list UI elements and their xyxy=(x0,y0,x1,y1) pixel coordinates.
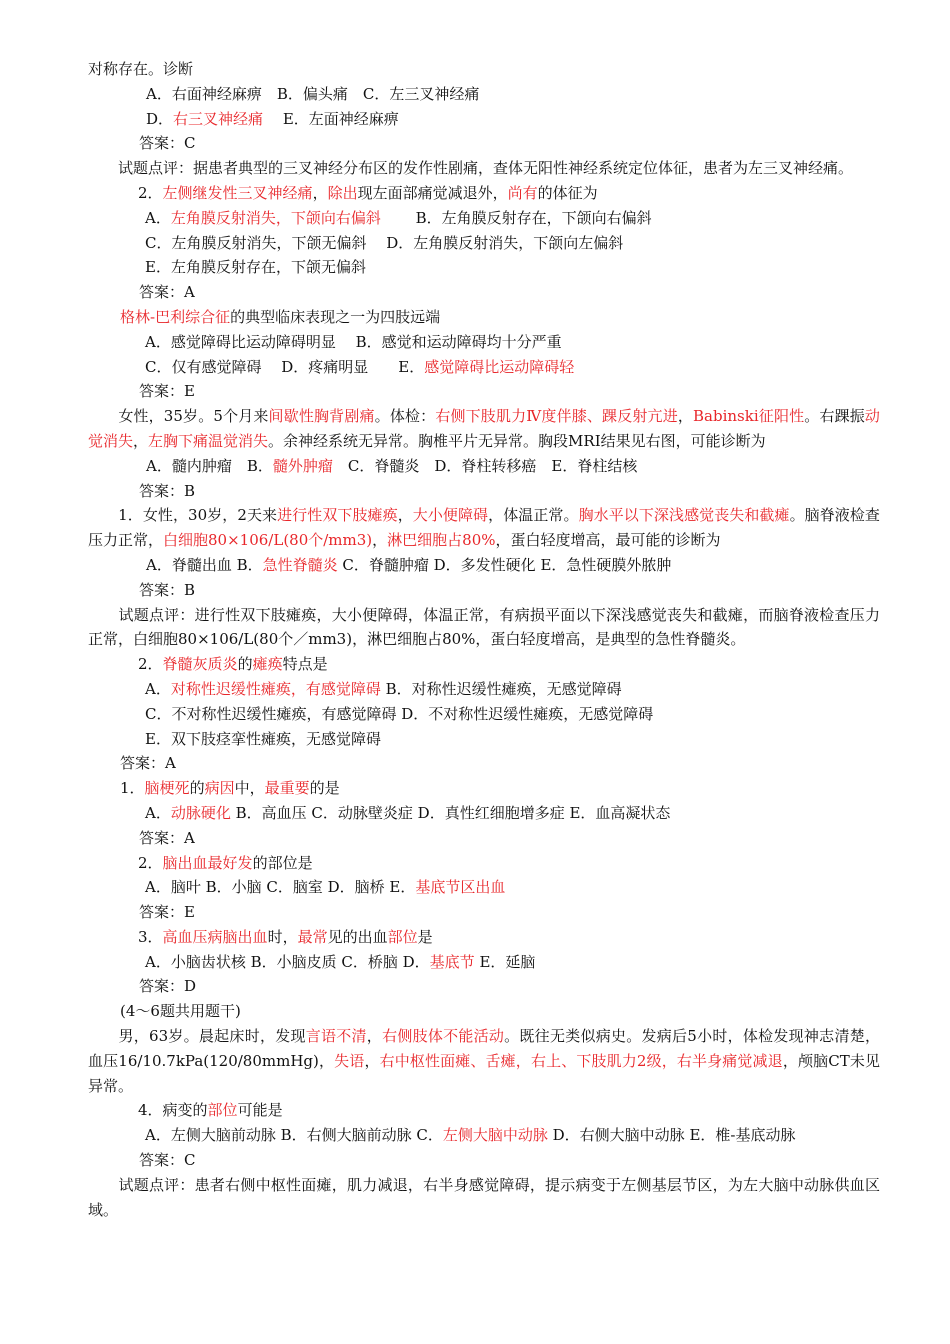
highlighted-text: 急性脊髓炎 xyxy=(262,555,338,574)
highlighted-text: 部位 xyxy=(387,927,418,946)
text-line xyxy=(88,875,880,900)
text-segment: 答案：C xyxy=(139,1151,196,1170)
text-line xyxy=(88,305,880,330)
text-line xyxy=(88,727,880,752)
text-line xyxy=(88,652,880,677)
text-line xyxy=(88,181,880,206)
text-segment: 是 xyxy=(417,927,433,946)
text-segment: E．左面神经麻痹 xyxy=(263,109,399,128)
text-segment: A． xyxy=(145,803,171,822)
text-segment: 现左面部痛觉减退外， xyxy=(357,183,508,202)
text-segment: D．右侧大脑中动脉 E．椎-基底动脉 xyxy=(547,1126,796,1145)
text-line xyxy=(88,851,880,876)
text-line xyxy=(88,355,880,380)
text-segment: ， xyxy=(366,1027,383,1046)
text-segment: 答案：A xyxy=(139,828,195,847)
paragraph xyxy=(88,603,880,653)
text-segment: 时， xyxy=(267,927,298,946)
text-segment: 答案：D xyxy=(139,977,197,996)
text-line xyxy=(88,330,880,355)
text-line xyxy=(88,57,880,82)
highlighted-text: 间歇性胸背剧痛 xyxy=(268,407,375,426)
text-line xyxy=(88,826,880,851)
highlighted-text: 右侧肢体不能活动 xyxy=(382,1027,505,1046)
text-line xyxy=(88,1148,880,1173)
text-segment: 的部位是 xyxy=(252,853,313,872)
text-segment: 试题点评：患者右侧中枢性面瘫，肌力减退，右半身感觉障碍，提示病变于左侧基层节区，为左大脑中动脉供血区域。 xyxy=(88,1175,880,1219)
text-segment: 。余神经系统无异常。胸椎平片无异常。胸段MRI结果见右图，可能诊断为 xyxy=(268,431,766,450)
text-line xyxy=(88,751,880,776)
text-segment: A． xyxy=(145,208,171,227)
highlighted-text: 高血压病脑出血 xyxy=(162,927,268,946)
text-segment: ， xyxy=(133,431,149,450)
text-line xyxy=(88,131,880,156)
text-segment: 答案：E xyxy=(139,382,195,401)
text-line xyxy=(88,925,880,950)
text-segment: C．脊髓肿瘤 D．多发性硬化 E．急性硬膜外脓肿 xyxy=(337,555,672,574)
text-segment: 。既往无类似病史。发病后5小时，体检发现神志清楚，血压16/10.7kPa(120/80mmHg)， xyxy=(88,1027,880,1070)
text-segment: ， xyxy=(677,407,694,426)
text-segment: 可能是 xyxy=(237,1101,283,1120)
text-segment: ， xyxy=(312,183,328,202)
text-segment: 答案：C xyxy=(139,134,196,153)
text-segment: ， xyxy=(397,506,413,525)
text-segment: 的 xyxy=(189,779,205,798)
text-line xyxy=(88,454,880,479)
text-line xyxy=(88,479,880,504)
highlighted-text: 部位 xyxy=(207,1101,238,1120)
text-segment: 2． xyxy=(138,183,163,202)
text-segment: 答案：A xyxy=(139,283,195,302)
highlighted-text: 病因 xyxy=(204,779,235,798)
highlighted-text: 大小便障碍 xyxy=(412,506,489,525)
text-segment: 对称存在。诊断 xyxy=(88,60,194,78)
highlighted-text: 淋巴细胞占80% xyxy=(387,531,496,550)
text-line xyxy=(88,677,880,702)
text-segment: E．双下肢痉挛性瘫痪，无感觉障碍 xyxy=(145,729,381,748)
text-segment: 。右踝振 xyxy=(804,407,865,426)
highlighted-text: 动觉消失 xyxy=(88,407,880,450)
text-line xyxy=(88,776,880,801)
text-line xyxy=(88,950,880,975)
highlighted-text: 言语不清 xyxy=(305,1027,367,1046)
highlighted-text: 脑梗死 xyxy=(144,779,190,798)
text-segment: B．左角膜反射存在，下颌向右偏斜 xyxy=(380,208,652,227)
text-segment: 的是 xyxy=(309,779,340,798)
paragraph xyxy=(88,1173,880,1223)
text-segment: D． xyxy=(146,109,174,128)
text-line xyxy=(88,231,880,256)
text-segment: 中， xyxy=(234,779,265,798)
text-segment: 答案：B xyxy=(139,481,196,500)
text-segment: 答案：E xyxy=(139,903,195,922)
highlighted-text: 右中枢性面瘫、舌瘫，右上、下肢肌力2级，右半身痛觉减退 xyxy=(379,1051,783,1070)
text-segment: 女性，35岁。5个月来 xyxy=(88,407,269,426)
text-segment: ， xyxy=(364,1051,380,1070)
text-segment: A．感觉障碍比运动障碍明显 B．感觉和运动障碍均十分严重 xyxy=(145,332,562,351)
highlighted-text: 脑出血最好发 xyxy=(162,853,253,872)
text-segment: 1．女性，30岁，2天来 xyxy=(88,506,278,525)
text-segment: A．左侧大脑前动脉 B．右侧大脑前动脉 C． xyxy=(145,1126,443,1145)
text-segment: 的典型临床表现之一为四肢远端 xyxy=(230,307,441,326)
highlighted-text: 右侧下肢肌力Ⅳ度伴膝、踝反射亢进 xyxy=(435,407,678,426)
text-segment: 答案：A xyxy=(120,754,176,773)
text-segment: E．延脑 xyxy=(474,952,536,971)
highlighted-text: 白细胞80×106/L(80个/mm3) xyxy=(163,531,373,550)
text-line xyxy=(88,974,880,999)
text-segment: A．脑叶 B．小脑 C．脑室 D．脑桥 E． xyxy=(145,878,416,897)
paragraph xyxy=(88,503,880,553)
text-segment: 见的出血 xyxy=(327,927,388,946)
text-line xyxy=(88,206,880,231)
text-line xyxy=(88,82,880,107)
highlighted-text: 脊髓灰质炎 xyxy=(162,655,238,674)
text-segment: C．左角膜反射消失，下颌无偏斜 D．左角膜反射消失，下颌向左偏斜 xyxy=(145,233,624,252)
text-segment: B．高血压 C．动脉壁炎症 D．真性红细胞增多症 E．血高凝状态 xyxy=(230,803,671,822)
highlighted-text: 基底节 xyxy=(429,952,475,971)
text-segment: 答案：B xyxy=(139,580,196,599)
highlighted-text: 髓外肿瘤 xyxy=(272,456,333,475)
highlighted-text: 除出 xyxy=(327,183,358,202)
text-segment: C．不对称性迟缓性瘫痪，有感觉障碍 D．不对称性迟缓性瘫痪，无感觉障碍 xyxy=(145,704,654,723)
highlighted-text: 瘫痪 xyxy=(252,655,283,674)
text-segment: 2． xyxy=(138,655,163,674)
text-segment: ，体温正常。 xyxy=(488,506,579,525)
text-segment: 试题点评：据患者典型的三叉神经分布区的发作性剧痛，查体无阳性神经系统定位体征，患者为左三叉神经痛。 xyxy=(88,159,854,178)
document-page xyxy=(88,57,880,1222)
highlighted-text: 左侧继发性三叉神经痛 xyxy=(162,183,313,202)
text-segment: 4．病变的 xyxy=(138,1101,208,1120)
highlighted-text: 右三叉神经痛 xyxy=(173,109,264,128)
text-line xyxy=(88,999,880,1024)
highlighted-text: 尚有 xyxy=(507,183,538,202)
text-segment: ， xyxy=(372,531,388,550)
text-segment: 的 xyxy=(237,655,253,674)
text-segment: 3． xyxy=(138,927,163,946)
text-line xyxy=(88,255,880,280)
highlighted-text: 基底节区出血 xyxy=(415,878,506,897)
text-line xyxy=(88,578,880,603)
highlighted-text: 格林-巴利综合征 xyxy=(120,307,231,326)
text-line xyxy=(88,1098,880,1123)
text-segment: A．髓内肿瘤 B． xyxy=(146,456,273,475)
text-segment: 。脑脊液检查压力正常， xyxy=(88,506,880,550)
paragraph xyxy=(88,156,880,181)
text-segment: 。体检： xyxy=(374,407,436,426)
text-segment: C．仅有感觉障碍 D．疼痛明显 E． xyxy=(145,357,425,376)
paragraph xyxy=(88,1024,880,1098)
highlighted-text: 感觉障碍比运动障碍轻 xyxy=(424,357,575,376)
text-line xyxy=(88,280,880,305)
text-segment: A．脊髓出血 B． xyxy=(146,555,263,574)
highlighted-text: 失语 xyxy=(334,1051,365,1070)
text-segment: 1． xyxy=(120,779,145,798)
text-line xyxy=(88,553,880,578)
text-segment: A．小脑齿状核 B．小脑皮质 C．桥脑 D． xyxy=(145,952,430,971)
highlighted-text: Babinski征阳性 xyxy=(693,407,805,426)
highlighted-text: 最常 xyxy=(297,927,328,946)
highlighted-text: 最重要 xyxy=(264,779,310,798)
text-segment: ，蛋白轻度增高，最可能的诊断为 xyxy=(495,531,721,550)
text-line xyxy=(88,702,880,727)
text-segment: 特点是 xyxy=(282,655,328,674)
text-segment: E．左角膜反射存在，下颌无偏斜 xyxy=(145,258,366,277)
text-segment: C．脊髓炎 D．脊柱转移癌 E．脊柱结核 xyxy=(332,456,638,475)
highlighted-text: 左角膜反射消失，下颌向右偏斜 xyxy=(170,208,381,227)
text-segment: A． xyxy=(145,679,171,698)
text-line xyxy=(88,801,880,826)
text-segment: 男，63岁。晨起床时，发现 xyxy=(88,1027,306,1046)
text-segment: ，颅脑CT未见异常。 xyxy=(88,1051,880,1095)
highlighted-text: 胸水平以下深浅感觉丧失和截瘫 xyxy=(578,506,790,525)
text-line xyxy=(88,107,880,132)
text-segment: 试题点评：进行性双下肢瘫痪，大小便障碍，体温正常，有病损平面以下深浅感觉丧失和截瘫，而脑脊液检查压力正常，白细胞80×106/L(80个／mm3)，淋巴细胞占80%，蛋白轻度增高，是典型的急性脊髓炎。 xyxy=(88,605,880,649)
text-segment: B．对称性迟缓性瘫痪，无感觉障碍 xyxy=(380,679,622,698)
highlighted-text: 对称性迟缓性瘫痪，有感觉障碍 xyxy=(170,679,381,698)
text-segment: 2． xyxy=(138,853,163,872)
text-segment: 的体征为 xyxy=(537,183,598,202)
text-line xyxy=(88,379,880,404)
highlighted-text: 左侧大脑中动脉 xyxy=(442,1126,548,1145)
highlighted-text: 进行性双下肢瘫痪 xyxy=(277,506,398,525)
highlighted-text: 动脉硬化 xyxy=(170,803,231,822)
text-segment: (4～6题共用题干) xyxy=(120,1002,241,1021)
highlighted-text: 左胸下痛温觉消失 xyxy=(148,431,269,450)
paragraph xyxy=(88,404,880,454)
text-line xyxy=(88,1123,880,1148)
text-segment: A．右面神经麻痹 B．偏头痛 C．左三叉神经痛 xyxy=(146,84,480,103)
text-line xyxy=(88,900,880,925)
